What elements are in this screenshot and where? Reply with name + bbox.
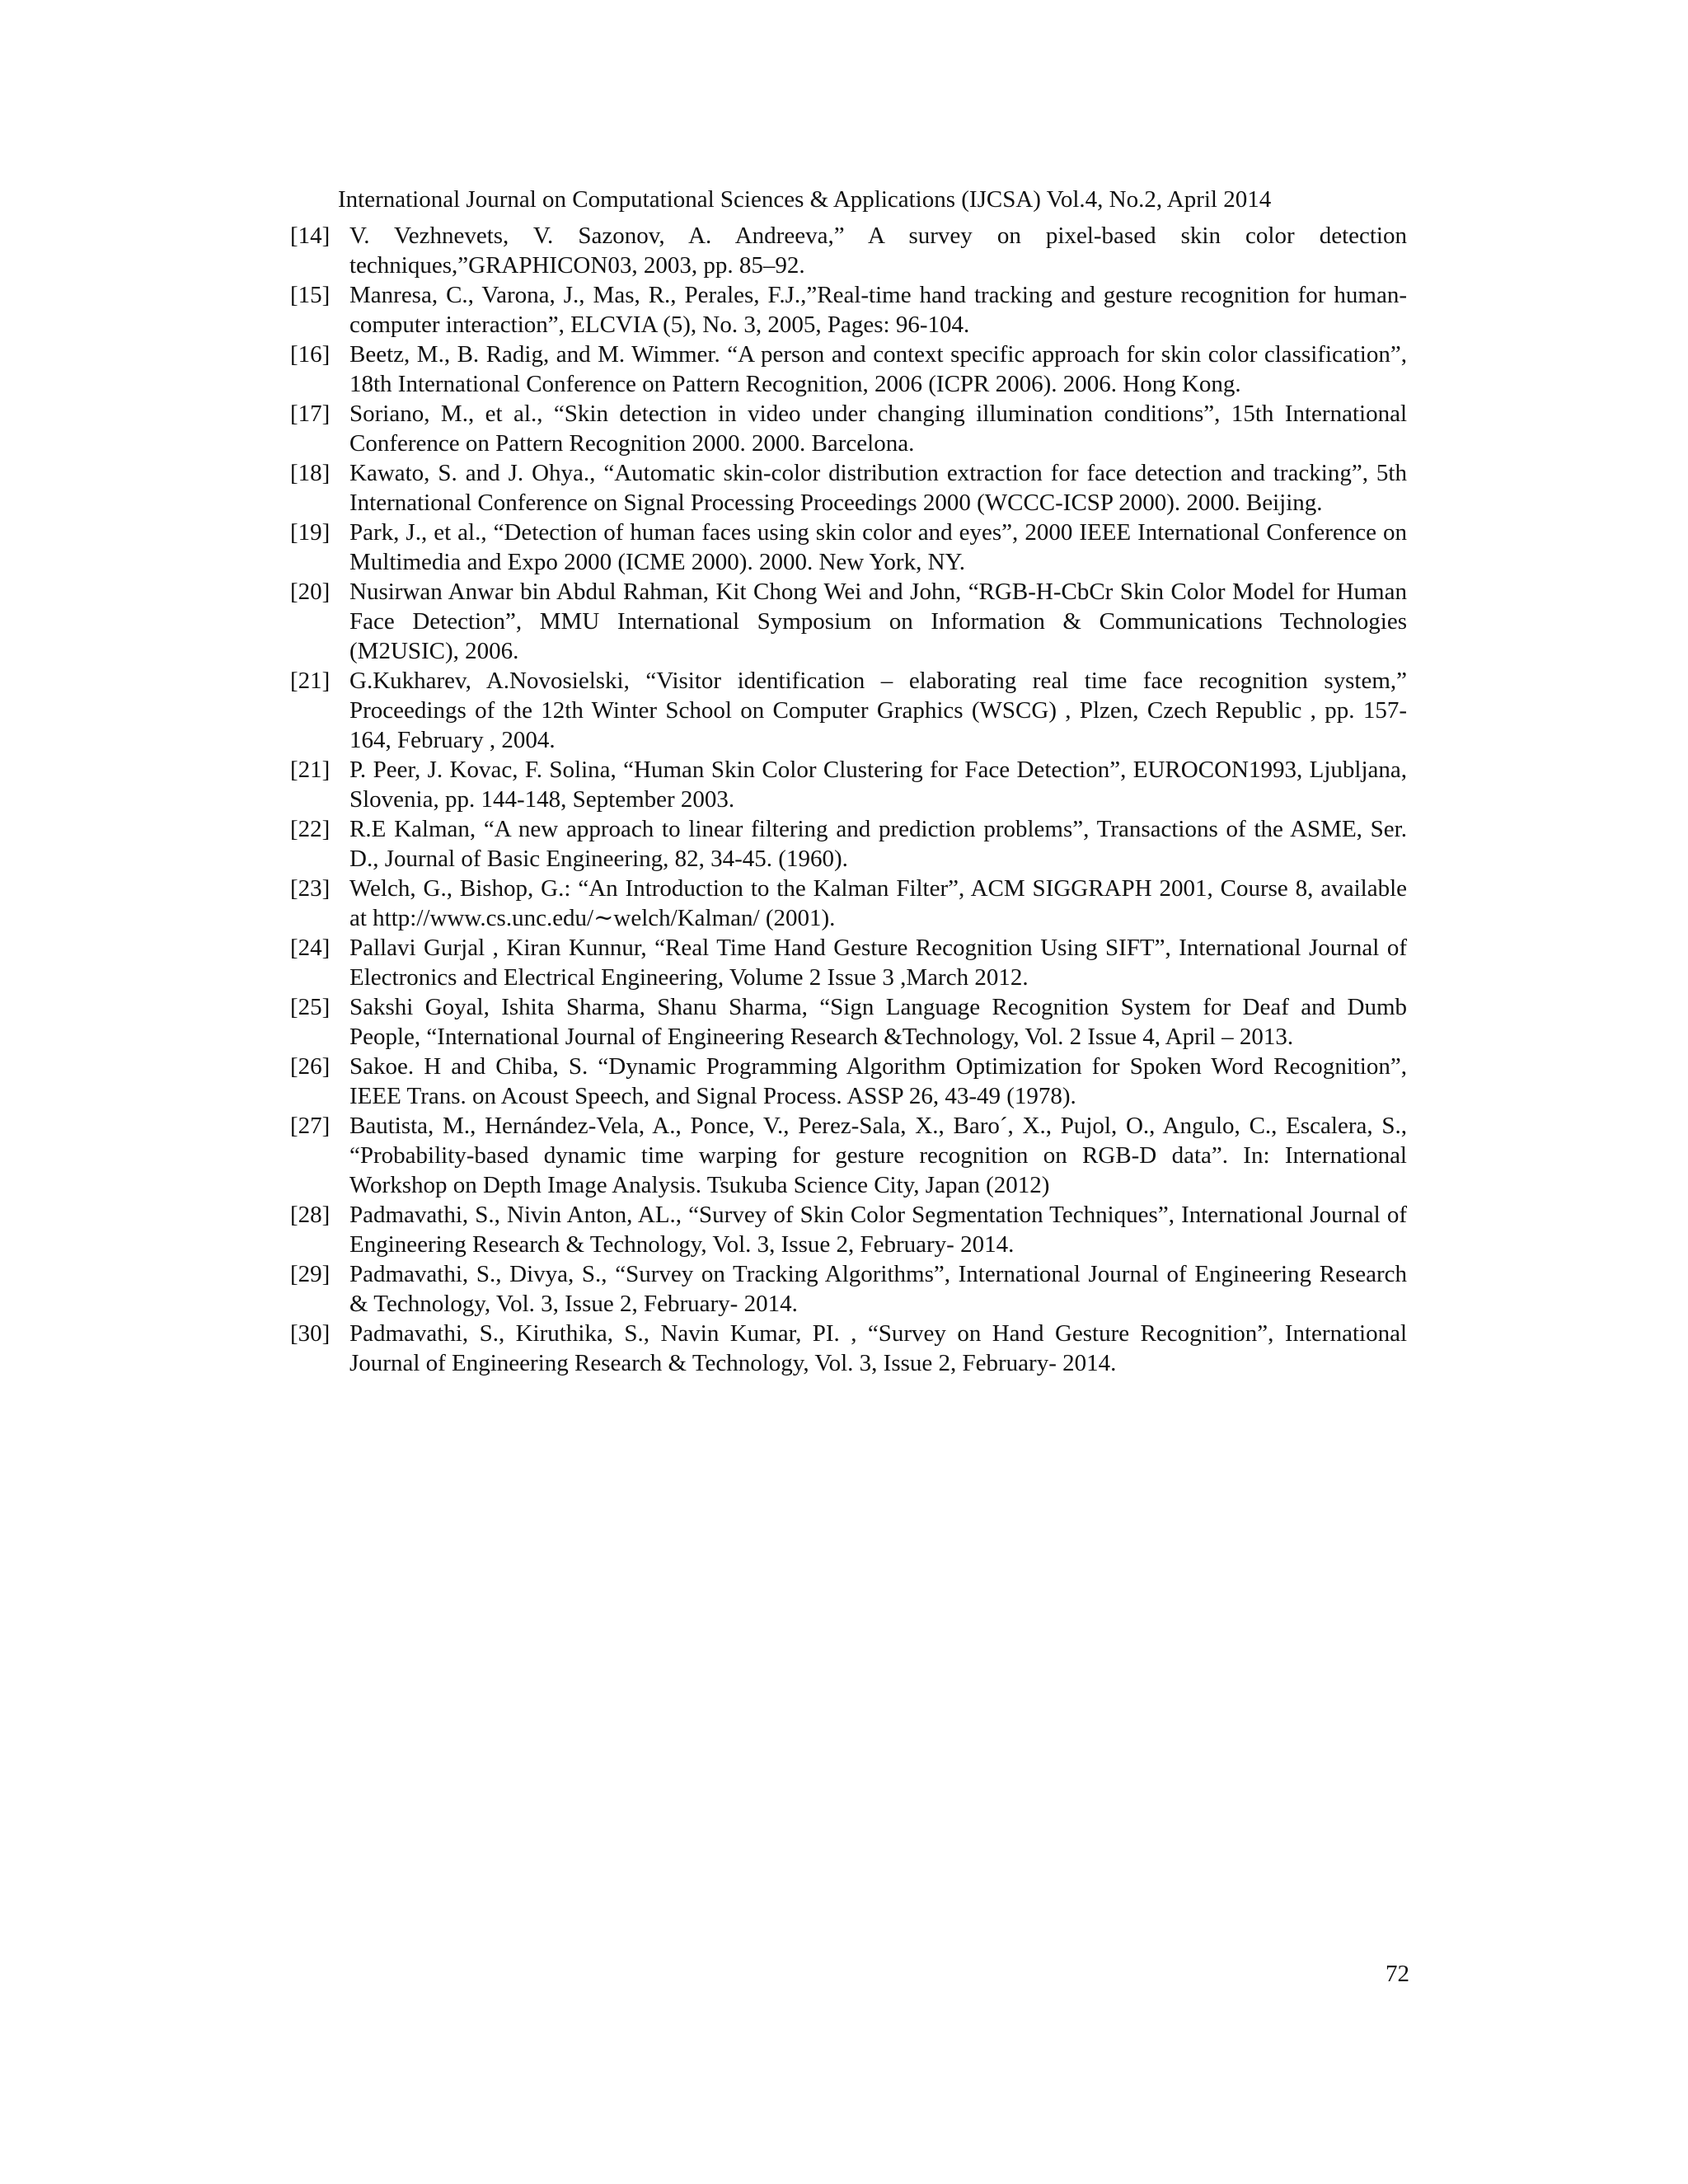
reference-number: [21]	[290, 668, 331, 694]
reference-item	[290, 399, 1407, 458]
reference-item	[290, 1259, 1407, 1319]
reference-item	[290, 814, 1407, 874]
reference-item	[290, 992, 1407, 1052]
reference-item	[290, 755, 1407, 814]
reference-item	[290, 221, 1407, 280]
reference-item	[290, 1200, 1407, 1259]
reference-text: Pallavi Gurjal , Kiran Kunnur, “Real Time Hand Gesture Recognition Using SIFT”, International Journal of Electronics and Electrical Engineering, Volume 2 Issue 3 ,March 2012.	[349, 935, 1407, 991]
reference-number: [16]	[290, 341, 331, 368]
reference-number: [30]	[290, 1320, 331, 1347]
reference-text: V. Vezhnevets, V. Sazonov, A. Andreeva,” A survey on pixel-based skin color detection techniques,”GRAPHICON03, 2003, pp. 85–92.	[349, 223, 1407, 279]
reference-text: Padmavathi, S., Kiruthika, S., Navin Kumar, PI. , “Survey on Hand Gesture Recognition”, International Journal of Engineering Research & Technology, Vol. 3, Issue 2, February- 2014.	[349, 1320, 1407, 1376]
reference-item	[290, 280, 1407, 340]
reference-text: Bautista, M., Hernández-Vela, A., Ponce, V., Perez-Sala, X., Baro´, X., Pujol, O., Angulo, C., Escalera, S., “Probability-based dynamic time warping for gesture recognition on RGB-D data”. In: International Workshop on Depth Image Analysis. Tsukuba Science City, Japan (2012)	[349, 1113, 1407, 1198]
reference-item	[290, 458, 1407, 518]
reference-text: Manresa, C., Varona, J., Mas, R., Perales, F.J.,”Real-time hand tracking and gesture recognition for human-computer interaction”, ELCVIA (5), No. 3, 2005, Pages: 96-104.	[349, 282, 1407, 338]
reference-number: [20]	[290, 579, 331, 605]
reference-item	[290, 1111, 1407, 1200]
reference-text: Sakshi Goyal, Ishita Sharma, Shanu Sharma, “Sign Language Recognition System for Deaf and Dumb People, “International Journal of Engineering Research &Technology, Vol. 2 Issue 4, April – 2013.	[349, 994, 1407, 1050]
reference-item	[290, 1319, 1407, 1378]
reference-text: R.E Kalman, “A new approach to linear filtering and prediction problems”, Transactions of the ASME, Ser. D., Journal of Basic Engineering, 82, 34-45. (1960).	[349, 816, 1407, 872]
reference-text: Sakoe. H and Chiba, S. “Dynamic Programming Algorithm Optimization for Spoken Word Recognition”, IEEE Trans. on Acoust Speech, and Signal Process. ASSP 26, 43-49 (1978).	[349, 1053, 1407, 1109]
reference-item	[290, 518, 1407, 577]
reference-number: [29]	[290, 1261, 331, 1287]
reference-number: [14]	[290, 223, 331, 249]
reference-number: [28]	[290, 1202, 331, 1228]
reference-text: Padmavathi, S., Nivin Anton, AL., “Survey of Skin Color Segmentation Techniques”, International Journal of Engineering Research & Technology, Vol. 3, Issue 2, February- 2014.	[349, 1202, 1407, 1258]
reference-text: G.Kukharev, A.Novosielski, “Visitor identification – elaborating real time face recognition system,” Proceedings of the 12th Winter School on Computer Graphics (WSCG) , Plzen, Czech Republic , pp. 157-164, February , 2004.	[349, 668, 1407, 753]
reference-list	[290, 221, 1407, 1378]
reference-number: [27]	[290, 1113, 331, 1139]
reference-number: [19]	[290, 519, 331, 546]
page-number: 72	[1386, 1961, 1409, 1987]
reference-item	[290, 666, 1407, 755]
reference-item	[290, 577, 1407, 666]
reference-text: Park, J., et al., “Detection of human faces using skin color and eyes”, 2000 IEEE International Conference on Multimedia and Expo 2000 (ICME 2000). 2000. New York, NY.	[349, 519, 1407, 575]
reference-item	[290, 340, 1407, 399]
reference-text: Welch, G., Bishop, G.: “An Introduction to the Kalman Filter”, ACM SIGGRAPH 2001, Course 8, available at http://www.cs.unc.edu/∼welch/Kalman/ (2001).	[349, 875, 1407, 931]
reference-item	[290, 933, 1407, 992]
reference-text: Beetz, M., B. Radig, and M. Wimmer. “A person and context specific approach for skin color classification”, 18th International Conference on Pattern Recognition, 2006 (ICPR 2006). 2006. Hong Kong.	[349, 341, 1407, 397]
reference-text: P. Peer, J. Kovac, F. Solina, “Human Skin Color Clustering for Face Detection”, EUROCON1993, Ljubljana, Slovenia, pp. 144-148, September 2003.	[349, 757, 1407, 813]
reference-number: [26]	[290, 1053, 331, 1080]
reference-item	[290, 1052, 1407, 1111]
reference-number: [24]	[290, 935, 331, 961]
reference-number: [23]	[290, 875, 331, 902]
reference-number: [15]	[290, 282, 331, 308]
reference-number: [18]	[290, 460, 331, 486]
reference-number: [25]	[290, 994, 331, 1020]
reference-text: Padmavathi, S., Divya, S., “Survey on Tracking Algorithms”, International Journal of Engineering Research & Technology, Vol. 3, Issue 2, February- 2014.	[349, 1261, 1407, 1317]
reference-text: Kawato, S. and J. Ohya., “Automatic skin-color distribution extraction for face detection and tracking”, 5th International Conference on Signal Processing Proceedings 2000 (WCCC-ICSP 2000). 2000. Beijing.	[349, 460, 1407, 516]
reference-text: Soriano, M., et al., “Skin detection in video under changing illumination conditions”, 15th International Conference on Pattern Recognition 2000. 2000. Barcelona.	[349, 401, 1407, 457]
reference-item	[290, 874, 1407, 933]
reference-text: Nusirwan Anwar bin Abdul Rahman, Kit Chong Wei and John, “RGB-H-CbCr Skin Color Model for Human Face Detection”, MMU International Symposium on Information & Communications Technologies (M2USIC), 2006.	[349, 579, 1407, 664]
reference-number: [17]	[290, 401, 331, 427]
running-header: International Journal on Computational Sciences & Applications (IJCSA) Vol.4, No.2, April 2014	[338, 186, 1272, 213]
reference-number: [22]	[290, 816, 331, 842]
reference-number: [21]	[290, 757, 331, 783]
